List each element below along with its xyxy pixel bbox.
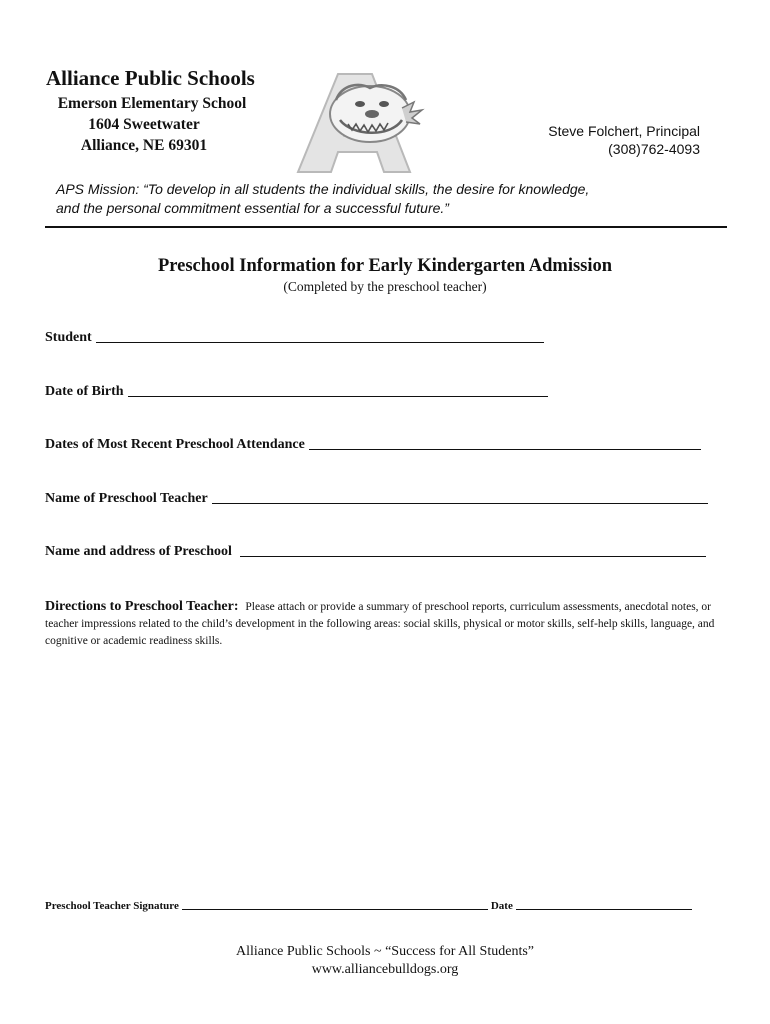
district-name: Alliance Public Schools <box>46 66 255 90</box>
principal-name: Steve Folchert, Principal <box>548 123 700 139</box>
dob-field[interactable] <box>45 384 548 400</box>
student-field[interactable] <box>45 330 544 346</box>
school-street: 1604 Sweetwater <box>88 116 200 133</box>
form-subtitle: (Completed by the preschool teacher) <box>283 279 487 294</box>
school-name: Emerson Elementary School <box>57 95 247 112</box>
school-city: Alliance, NE 69301 <box>80 137 208 154</box>
preschool-field[interactable] <box>45 544 706 560</box>
preschool-blank-line[interactable] <box>240 555 706 557</box>
teacher-field[interactable] <box>45 491 708 507</box>
principal-contact <box>548 122 700 158</box>
directions-paragraph <box>45 598 735 650</box>
student-blank-line[interactable] <box>96 341 544 343</box>
teacher-label: Name of Preschool Teacher <box>45 491 208 506</box>
signature-blank-line[interactable] <box>182 908 488 910</box>
mission-line-1: APS Mission: “To develop in all students the individual skills, the desire for knowledge, <box>56 181 590 197</box>
preschool-label: Name and address of Preschool <box>45 544 232 559</box>
dob-label: Date of Birth <box>45 384 124 399</box>
attendance-label: Dates of Most Recent Preschool Attendance <box>45 437 305 452</box>
date-blank-line[interactable] <box>516 908 692 910</box>
footer-slogan: Alliance Public Schools ~ “Success for All Students” <box>235 944 535 959</box>
bulldog-letter-a-logo-icon <box>290 70 440 176</box>
directions-lead: Directions to Preschool Teacher: <box>45 599 239 614</box>
teacher-blank-line[interactable] <box>212 502 708 504</box>
form-title: Preschool Information for Early Kindergarten Admission <box>157 256 613 276</box>
header-divider <box>45 226 727 228</box>
footer <box>0 943 770 979</box>
principal-phone: (308)762-4093 <box>608 141 700 157</box>
student-label: Student <box>45 330 92 345</box>
directions-text: Please attach or provide a summary of preschool reports, curriculum assessments, anecdotal notes, or teacher impressions related to the child’s development in the following areas: social skills, physical or motor skills, self-help skills, language, and cognitive or academic readiness skills. <box>45 601 715 647</box>
attendance-field[interactable] <box>45 437 701 453</box>
signature-label: Preschool Teacher Signature <box>45 900 179 912</box>
mission-line-2: and the personal commitment essential for a successful future.” <box>56 200 449 216</box>
date-label: Date <box>490 900 513 912</box>
footer-website: www.alliancebulldogs.org <box>311 962 459 977</box>
dob-blank-line[interactable] <box>128 395 548 397</box>
mission-statement <box>56 180 589 218</box>
attendance-blank-line[interactable] <box>309 448 701 450</box>
signature-row <box>45 900 695 912</box>
